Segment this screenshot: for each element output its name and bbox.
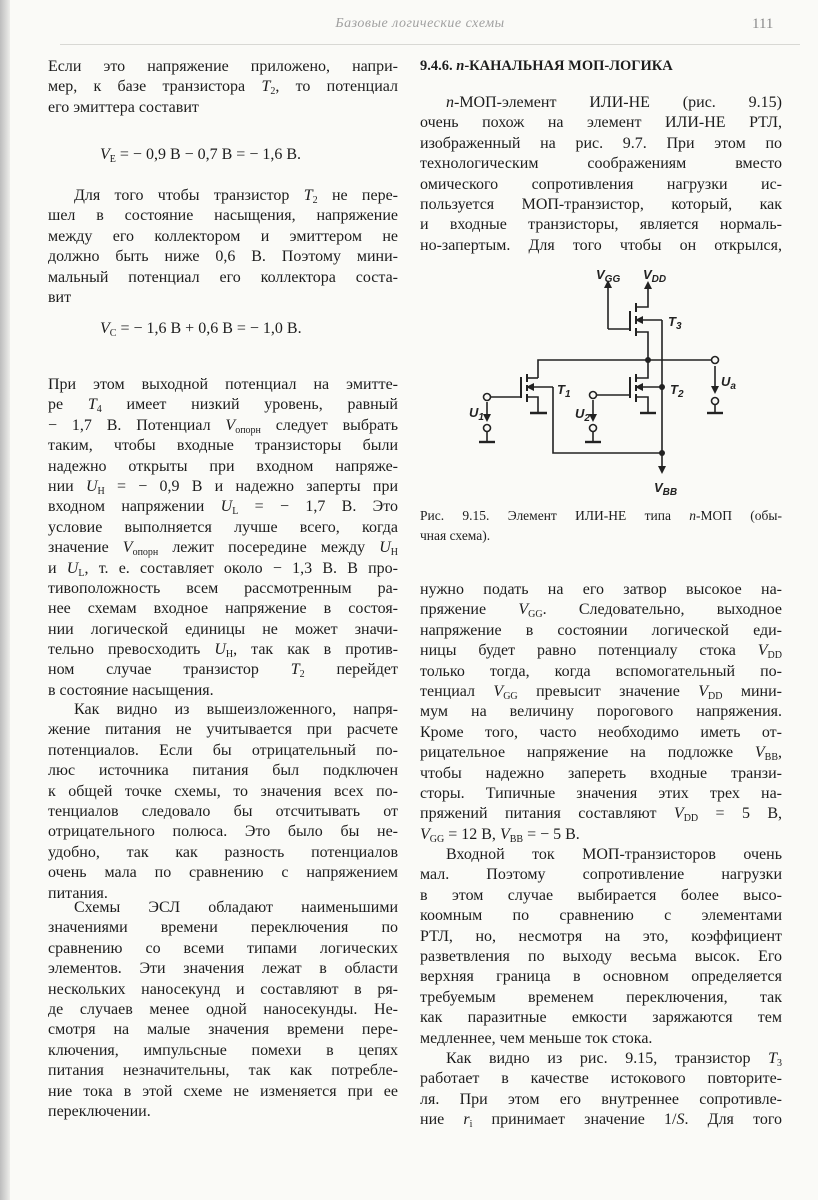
text-line: нее схемам входное напряжение в состоя-: [48, 600, 398, 618]
text-line: Как видно из вышеизложенного, напря-: [74, 701, 398, 718]
text-line: Для того чтобы транзистор $T_2$ не пере-: [74, 187, 398, 206]
text-line: тенциал $V_{GG}$ превысит значение $V_{DD}$ мини-: [420, 682, 782, 702]
label-vdd: $V_{DD}$: [643, 267, 667, 285]
label-vgg: $V_{GG}$: [596, 267, 621, 285]
label-t2: $T_2$: [670, 382, 684, 400]
text-line: смотря на малые значения времени пере-: [48, 1021, 398, 1039]
junction-dot: [645, 357, 651, 363]
text-line: пользуется МОП-транзистор, который, как: [420, 195, 782, 213]
text-line: тельно превосходить $U_H$, так как в против-: [48, 641, 399, 661]
text-line: и $U_L$, т. е. составляет около − 1,3 В. В про-: [48, 559, 399, 579]
text-line: нужно подать на его затвор высокое на-: [420, 581, 782, 598]
equation-ve: $V_E$ = − 0,9 В − 0,7 В = − 1,6 В.: [100, 146, 302, 165]
text-line: чная схема).: [420, 528, 491, 543]
text-line: питания незначительны, так как потребле-: [48, 1062, 398, 1080]
transistor-t2: [585, 360, 662, 442]
paragraph: [420, 845, 782, 1049]
text-line: очень похож на элемент ИЛИ-НЕ РТЛ,: [420, 114, 782, 132]
page-number: 111: [752, 16, 774, 32]
label-vbb: $V_{BB}$: [654, 480, 678, 498]
text-line: работает в качестве истокового повторите-: [420, 1070, 782, 1088]
label-t3: $T_3$: [668, 314, 682, 332]
text-line: требуемым временем переключения, так: [420, 988, 782, 1006]
text-line: очень мала по сравнению с напряжением: [48, 864, 398, 882]
text-line: сторы. Типичные значения этих трех на-: [420, 784, 782, 802]
text-line: между его коллектором и эмиттером не: [48, 227, 398, 245]
text-line: ние тока в этой схеме не изменяется при ее: [48, 1082, 398, 1100]
text-line: верхняя граница в основном определяется: [420, 968, 782, 986]
text-line: тивоположность всем рассмотренным ра-: [48, 579, 398, 597]
text-line: разветвления по выходу весьма высок. Его: [420, 947, 782, 965]
text-line: мал. Поэтому сопротивление нагрузки: [420, 866, 782, 884]
text-line: мум на величину порогового напряжения.: [420, 703, 782, 721]
running-head-title: Базовые логические схемы: [335, 16, 505, 31]
text-line: значение $V_{опорн}$ лежит посередине между $U_H$: [48, 539, 399, 559]
text-line: таким, чтобы входные транзисторы были: [48, 437, 398, 455]
transistor-t1: [479, 374, 662, 453]
text-line: мер, к базе транзистора $T_2$, то потенциал: [48, 78, 399, 98]
label-u1: $U_1$: [469, 405, 484, 423]
text-line: но-запертым. Для того чтобы он открылся,: [420, 236, 782, 254]
text-line: ном случае транзистор $T_2$ перейдет: [48, 661, 398, 681]
text-line: пряжение $V_{GG}$. Следовательно, выходное: [420, 601, 783, 621]
text-line: технологическим соображениям вместо: [420, 155, 782, 173]
text-line: мальный потенциал его коллектора соста-: [48, 268, 398, 286]
text-line: должно быть ниже 0,6 В. Поэтому мини-: [48, 248, 398, 266]
text-line: переключении.: [48, 1102, 151, 1120]
text-line: При этом выходной потенциал на эмитте-: [48, 376, 398, 393]
text-line: рицательное напряжение на подложке $V_{BB}$,: [420, 744, 782, 764]
text-line: чтобы надежно запереть входные транзи-: [420, 764, 782, 782]
text-line: только тогда, когда вспомогательный по-: [420, 662, 782, 680]
text-line: Кроме того, часто необходимо иметь от-: [420, 723, 782, 741]
output-bus: [538, 360, 712, 378]
text-line: и входные транзисторы, является нормаль-: [420, 216, 782, 234]
text-line: медленнее, чем меньше ток стока.: [420, 1029, 653, 1047]
text-line: $V_{GG} = 12$ В, $V_{BB}$ = − 5 В.: [420, 825, 580, 845]
text-line: изображенный на рис. 9.7. При этом по: [420, 134, 782, 152]
text-line: нескольких наносекунд и составляют в ря-: [48, 980, 398, 998]
text-line: к общей точке схемы, то значения всех по-: [48, 782, 398, 800]
text-line: ключения, импульсные помехи в цепях: [48, 1041, 398, 1059]
text-line: шел в состояние насыщения, напряжение: [48, 207, 398, 225]
paragraph: [420, 580, 782, 845]
text-line: нии $U_H$ = − 0,9 В и надежно заперты при: [48, 477, 399, 497]
text-line: вит: [48, 288, 72, 306]
junction-dot: [659, 384, 665, 390]
text-line: жение питания не учитывается при расчете: [48, 721, 398, 739]
text-line: потенциалов. Если бы отрицательный по-: [48, 741, 398, 759]
text-line: его эмиттера составит: [48, 98, 199, 116]
text-line: Схемы ЭСЛ обладают наименьшими: [74, 899, 398, 916]
text-line: ние $r_i$ принимает значение 1/S. Для того: [420, 1111, 783, 1131]
paragraph: [48, 700, 398, 904]
junction-dot: [659, 450, 665, 456]
transistor-t3: [608, 284, 662, 453]
text-line: сравнению со всеми типами логических: [48, 939, 398, 957]
paragraph: [420, 1049, 782, 1131]
text-line: коомным по сравнению с элементами: [420, 907, 782, 925]
text-line: условие выполняется лучше всего, когда: [48, 518, 398, 536]
text-line: − 1,7 В. Потенциал $V_{опорн}$ следует выбрать: [48, 416, 399, 436]
text-line: надежно открыты при входном напряже-: [48, 457, 398, 475]
text-line: напряжение в состоянии логической еди-: [420, 621, 782, 639]
section-heading: 9.4.6. n-КАНАЛЬНАЯ МОП-ЛОГИКА: [420, 58, 673, 74]
circuit-diagram: [0, 0, 818, 510]
text-line: нии логической единицы не может значи-: [48, 620, 398, 638]
equation-vc: $V_C$ = − 1,6 В + 0,6 В = − 1,0 В.: [100, 320, 302, 339]
text-line: как паразитные емкости заряжаются тем: [420, 1009, 782, 1027]
text-line: люс источника питания был подключен: [48, 762, 398, 780]
text-line: де случаев менее одной наносекунды. Не-: [48, 1000, 398, 1018]
text-line: входном напряжении $U_L$ = − 1,7 В. Это: [48, 498, 399, 518]
text-line: тенциалов следовало бы отсчитывать от: [48, 802, 398, 820]
text-line: значениями времени переключения по: [48, 919, 398, 937]
text-line: n-МОП-элемент ИЛИ-НЕ (рис. 9.15): [446, 94, 782, 111]
label-u2: $U_2$: [575, 406, 590, 424]
label-ua: $U_a$: [721, 374, 736, 392]
text-line: РТЛ, но, несмотря на это, коэффициент: [420, 927, 782, 945]
text-line: в этом случае выбирается более высо-: [420, 886, 782, 904]
text-line: Как видно из рис. 9.15, транзистор $T_3$: [446, 1050, 782, 1069]
text-line: ля. При этом его внутреннее сопротивле-: [420, 1090, 782, 1108]
text-line: в состояние насыщения.: [48, 681, 214, 699]
paragraph: [48, 898, 398, 1122]
label-t1: $T_1$: [557, 382, 571, 400]
text-line: элементов. Эти значения лежат в области: [48, 960, 398, 978]
text-line: питания.: [48, 884, 108, 902]
figure-caption: [420, 506, 782, 546]
text-line: пряжений питания составляют $V_{DD} = 5$ В,: [420, 805, 782, 825]
text-line: Рис. 9.15. Элемент ИЛИ-НЕ типа n-МОП (обы-: [420, 508, 782, 523]
text-line: омического сопротивления нагрузки ис-: [420, 175, 782, 193]
text-line: ре $T_4$ имеет низкий уровень, равный: [48, 396, 398, 416]
text-line: ницы будет равно потенциалу стока $V_{DD}$: [420, 642, 782, 662]
text-line: отрицательного полюса. Это было бы не-: [48, 823, 398, 841]
text-line: Входной ток МОП-транзисторов очень: [446, 846, 782, 863]
text-line: удобно, так как разность потенциалов: [48, 843, 398, 861]
text-line: Если это напряжение приложено, напри-: [48, 58, 398, 75]
